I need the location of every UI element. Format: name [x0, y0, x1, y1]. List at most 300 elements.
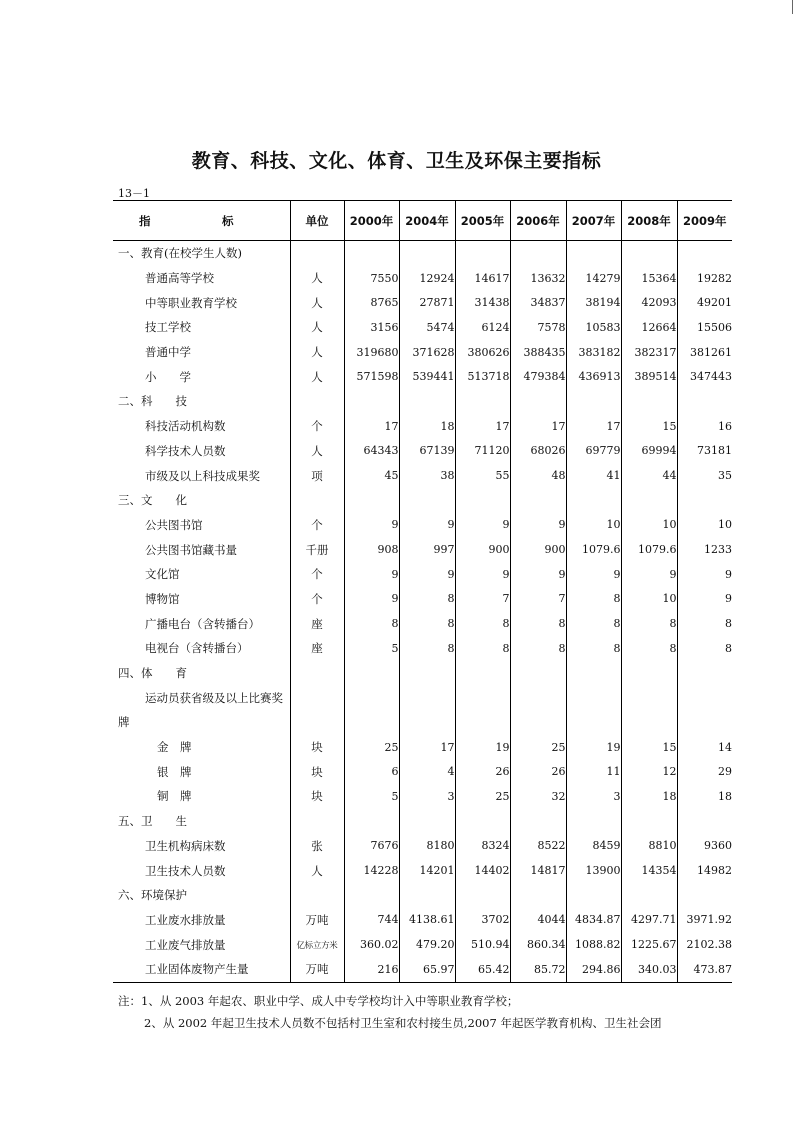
value-cell [566, 661, 621, 686]
value-cell: 9 [510, 513, 566, 538]
value-cell: 19 [455, 735, 510, 760]
unit-cell [290, 710, 344, 735]
header-unit: 单位 [290, 201, 344, 241]
value-cell: 9 [677, 587, 732, 612]
table-row [113, 315, 732, 340]
value-cell: 71120 [455, 439, 510, 464]
value-cell: 16 [677, 414, 732, 439]
value-cell: 3 [566, 784, 621, 809]
value-cell: 49201 [677, 290, 732, 315]
value-cell: 383182 [566, 340, 621, 365]
unit-cell: 块 [290, 784, 344, 809]
value-cell: 8 [566, 587, 621, 612]
value-cell: 8 [399, 611, 455, 636]
table-row [113, 834, 732, 859]
value-cell: 18 [399, 414, 455, 439]
value-cell: 5474 [399, 315, 455, 340]
unit-cell: 人 [290, 266, 344, 291]
unit-cell [290, 389, 344, 414]
value-cell: 69779 [566, 439, 621, 464]
unit-cell: 人 [290, 858, 344, 883]
unit-cell: 万吨 [290, 908, 344, 933]
value-cell: 3971.92 [677, 908, 732, 933]
indicator-name: 二、科 技 [118, 394, 187, 409]
value-cell [677, 883, 732, 908]
unit-cell: 人 [290, 364, 344, 389]
value-cell: 9 [621, 562, 677, 587]
value-cell: 744 [344, 908, 399, 933]
value-cell: 8180 [399, 834, 455, 859]
value-cell: 38 [399, 463, 455, 488]
value-cell: 48 [510, 463, 566, 488]
value-cell: 8 [399, 636, 455, 661]
value-cell: 6124 [455, 315, 510, 340]
value-cell [566, 710, 621, 735]
value-cell: 319680 [344, 340, 399, 365]
unit-cell: 张 [290, 834, 344, 859]
table-row [113, 537, 732, 562]
value-cell: 388435 [510, 340, 566, 365]
header-year-2005: 2005年 [455, 201, 510, 241]
value-cell: 12 [621, 759, 677, 784]
value-cell [344, 389, 399, 414]
value-cell: 4297.71 [621, 908, 677, 933]
value-cell [399, 661, 455, 686]
value-cell [677, 389, 732, 414]
value-cell: 4044 [510, 908, 566, 933]
value-cell: 55 [455, 463, 510, 488]
table-row [113, 957, 732, 982]
value-cell: 8459 [566, 834, 621, 859]
unit-cell: 座 [290, 611, 344, 636]
header-year-2006: 2006年 [510, 201, 566, 241]
value-cell: 3702 [455, 908, 510, 933]
table-body [113, 241, 732, 983]
indicator-table [113, 200, 732, 983]
value-cell: 479384 [510, 364, 566, 389]
value-cell: 29 [677, 759, 732, 784]
indicator-name: 牌 [118, 715, 130, 730]
unit-cell: 个 [290, 587, 344, 612]
unit-cell [290, 488, 344, 513]
page-title: 教育、科技、文化、体育、卫生及环保主要指标 [191, 150, 602, 172]
value-cell: 15364 [621, 266, 677, 291]
footnotes [118, 990, 738, 1034]
value-cell [455, 710, 510, 735]
value-cell: 479.20 [399, 932, 455, 957]
indicator-name: 普通中学 [145, 345, 191, 360]
value-cell: 42093 [621, 290, 677, 315]
indicator-name: 小 学 [145, 369, 191, 384]
value-cell: 9 [344, 513, 399, 538]
value-cell: 11 [566, 759, 621, 784]
value-cell: 8 [677, 611, 732, 636]
value-cell: 13632 [510, 266, 566, 291]
value-cell: 14201 [399, 858, 455, 883]
value-cell: 513718 [455, 364, 510, 389]
value-cell: 8810 [621, 834, 677, 859]
indicator-name: 卫生机构病床数 [145, 838, 226, 853]
value-cell: 10583 [566, 315, 621, 340]
table-row [113, 636, 732, 661]
unit-cell: 块 [290, 759, 344, 784]
value-cell: 340.03 [621, 957, 677, 982]
indicator-name: 普通高等学校 [145, 271, 214, 286]
value-cell: 9 [510, 562, 566, 587]
indicator-name: 广播电台（含转播台） [145, 616, 260, 631]
value-cell: 510.94 [455, 932, 510, 957]
value-cell: 3 [399, 784, 455, 809]
value-cell: 3156 [344, 315, 399, 340]
value-cell: 68026 [510, 439, 566, 464]
value-cell: 12924 [399, 266, 455, 291]
value-cell: 4138.61 [399, 908, 455, 933]
unit-cell: 座 [290, 636, 344, 661]
value-cell: 45 [344, 463, 399, 488]
value-cell: 15 [621, 414, 677, 439]
value-cell: 473.87 [677, 957, 732, 982]
value-cell: 8522 [510, 834, 566, 859]
value-cell [621, 389, 677, 414]
footnote-1: 注：1、从 2003 年起农、职业中学、成人中专学校均计入中等职业教育学校； [118, 994, 519, 1008]
unit-cell: 个 [290, 513, 344, 538]
indicator-name: 四、体 育 [118, 666, 187, 681]
value-cell: 900 [510, 537, 566, 562]
value-cell: 14279 [566, 266, 621, 291]
value-cell: 571598 [344, 364, 399, 389]
value-cell: 17 [455, 414, 510, 439]
value-cell: 2102.38 [677, 932, 732, 957]
table-row [113, 266, 732, 291]
category-row [113, 661, 732, 686]
table-row [113, 858, 732, 883]
value-cell: 73181 [677, 439, 732, 464]
value-cell: 1088.82 [566, 932, 621, 957]
value-cell [510, 241, 566, 266]
value-cell: 26 [510, 759, 566, 784]
value-cell: 8 [510, 611, 566, 636]
value-cell: 18 [621, 784, 677, 809]
value-cell [677, 241, 732, 266]
indicator-name: 运动员获省级及以上比赛奖 [145, 690, 283, 705]
value-cell [399, 488, 455, 513]
header-indicator: 指 标 [113, 201, 290, 241]
value-cell: 1233 [677, 537, 732, 562]
value-cell [621, 488, 677, 513]
value-cell [399, 710, 455, 735]
value-cell: 908 [344, 537, 399, 562]
indicator-name: 科学技术人员数 [145, 443, 226, 458]
value-cell: 4 [399, 759, 455, 784]
value-cell [677, 685, 732, 710]
value-cell [621, 241, 677, 266]
unit-cell: 万吨 [290, 957, 344, 982]
header-year-2007: 2007年 [566, 201, 621, 241]
indicator-name: 卫生技术人员数 [145, 863, 226, 878]
value-cell: 539441 [399, 364, 455, 389]
value-cell: 27871 [399, 290, 455, 315]
indicator-name: 一、教育(在校学生人数) [118, 246, 242, 261]
value-cell [510, 661, 566, 686]
value-cell: 41 [566, 463, 621, 488]
table-row [113, 562, 732, 587]
value-cell [621, 661, 677, 686]
value-cell: 65.97 [399, 957, 455, 982]
footnote-2: 2、从 2002 年起卫生技术人员数不包括村卫生室和农村接生员,2007 年起医学教育机构、卫生社会团 [144, 1016, 662, 1030]
unit-cell: 人 [290, 315, 344, 340]
value-cell: 35 [677, 463, 732, 488]
value-cell [566, 241, 621, 266]
value-cell: 216 [344, 957, 399, 982]
value-cell: 9 [566, 562, 621, 587]
header-year-2004: 2004年 [399, 201, 455, 241]
value-cell [399, 241, 455, 266]
value-cell [566, 809, 621, 834]
value-cell [566, 389, 621, 414]
category-row [113, 488, 732, 513]
unit-cell [290, 809, 344, 834]
value-cell: 860.34 [510, 932, 566, 957]
value-cell [510, 685, 566, 710]
value-cell: 1225.67 [621, 932, 677, 957]
indicator-name: 银 牌 [157, 764, 192, 779]
value-cell [455, 389, 510, 414]
table-row [113, 611, 732, 636]
value-cell: 5 [344, 636, 399, 661]
table-row [113, 587, 732, 612]
value-cell: 4834.87 [566, 908, 621, 933]
value-cell: 389514 [621, 364, 677, 389]
value-cell [399, 389, 455, 414]
table-row [113, 932, 732, 957]
value-cell: 380626 [455, 340, 510, 365]
indicator-name: 公共图书馆 [145, 517, 203, 532]
category-row [113, 389, 732, 414]
category-row [113, 883, 732, 908]
unit-cell: 个 [290, 414, 344, 439]
indicator-name: 电视台（含转播台） [145, 641, 249, 656]
value-cell: 347443 [677, 364, 732, 389]
indicator-name: 科技活动机构数 [145, 419, 226, 434]
indicator-name: 市级及以上科技成果奖 [145, 468, 260, 483]
value-cell: 7 [510, 587, 566, 612]
indicator-name: 文化馆 [145, 567, 180, 582]
value-cell: 8 [455, 636, 510, 661]
value-cell: 9 [677, 562, 732, 587]
value-cell: 19282 [677, 266, 732, 291]
value-cell: 13900 [566, 858, 621, 883]
value-cell [344, 488, 399, 513]
value-cell: 7578 [510, 315, 566, 340]
table-row [113, 290, 732, 315]
table-row [113, 439, 732, 464]
value-cell [566, 685, 621, 710]
value-cell: 8 [399, 587, 455, 612]
value-cell: 15506 [677, 315, 732, 340]
indicator-name: 铜 牌 [157, 789, 192, 804]
value-cell: 436913 [566, 364, 621, 389]
value-cell: 9 [455, 562, 510, 587]
value-cell [677, 710, 732, 735]
value-cell [510, 488, 566, 513]
value-cell [455, 488, 510, 513]
table-row [113, 784, 732, 809]
value-cell: 9 [455, 513, 510, 538]
value-cell: 9 [344, 562, 399, 587]
value-cell: 65.42 [455, 957, 510, 982]
category-row [113, 809, 732, 834]
value-cell: 360.02 [344, 932, 399, 957]
value-cell: 10 [677, 513, 732, 538]
unit-cell: 人 [290, 290, 344, 315]
unit-cell: 项 [290, 463, 344, 488]
value-cell: 8 [455, 611, 510, 636]
value-cell [344, 241, 399, 266]
value-cell: 14617 [455, 266, 510, 291]
value-cell: 17 [566, 414, 621, 439]
table-row [113, 735, 732, 760]
indicator-name: 博物馆 [145, 591, 180, 606]
value-cell [344, 883, 399, 908]
value-cell [455, 883, 510, 908]
header-year-2008: 2008年 [621, 201, 677, 241]
value-cell: 997 [399, 537, 455, 562]
unit-cell: 块 [290, 735, 344, 760]
value-cell [344, 685, 399, 710]
value-cell: 67139 [399, 439, 455, 464]
value-cell: 14817 [510, 858, 566, 883]
value-cell: 12664 [621, 315, 677, 340]
value-cell: 6 [344, 759, 399, 784]
value-cell: 25 [510, 735, 566, 760]
value-cell: 7 [455, 587, 510, 612]
value-cell: 14 [677, 735, 732, 760]
value-cell: 7550 [344, 266, 399, 291]
header-year-2009: 2009年 [677, 201, 732, 241]
indicator-name: 六、环境保护 [118, 888, 187, 903]
value-cell: 14228 [344, 858, 399, 883]
unit-cell [290, 685, 344, 710]
value-cell [621, 883, 677, 908]
value-cell: 32 [510, 784, 566, 809]
value-cell: 382317 [621, 340, 677, 365]
value-cell: 64343 [344, 439, 399, 464]
value-cell: 1079.6 [566, 537, 621, 562]
value-cell: 31438 [455, 290, 510, 315]
table-row [113, 463, 732, 488]
value-cell: 14354 [621, 858, 677, 883]
value-cell: 10 [566, 513, 621, 538]
value-cell: 381261 [677, 340, 732, 365]
value-cell: 25 [455, 784, 510, 809]
table-row [113, 710, 732, 735]
value-cell [621, 710, 677, 735]
value-cell: 8 [621, 636, 677, 661]
value-cell: 17 [510, 414, 566, 439]
indicator-name: 三、文 化 [118, 493, 187, 508]
value-cell: 10 [621, 587, 677, 612]
table-row [113, 364, 732, 389]
value-cell: 26 [455, 759, 510, 784]
indicator-name: 五、卫 生 [118, 814, 187, 829]
value-cell: 9360 [677, 834, 732, 859]
value-cell: 8324 [455, 834, 510, 859]
value-cell: 8 [566, 636, 621, 661]
value-cell: 1079.6 [621, 537, 677, 562]
indicator-name: 中等职业教育学校 [145, 295, 237, 310]
value-cell [455, 809, 510, 834]
value-cell [566, 883, 621, 908]
value-cell: 7676 [344, 834, 399, 859]
value-cell: 371628 [399, 340, 455, 365]
value-cell: 69994 [621, 439, 677, 464]
value-cell [455, 685, 510, 710]
value-cell: 44 [621, 463, 677, 488]
value-cell: 15 [621, 735, 677, 760]
value-cell: 10 [621, 513, 677, 538]
value-cell [455, 661, 510, 686]
value-cell: 85.72 [510, 957, 566, 982]
indicator-name: 工业固体废物产生量 [113, 957, 290, 982]
value-cell: 8765 [344, 290, 399, 315]
value-cell: 18 [677, 784, 732, 809]
value-cell: 9 [399, 513, 455, 538]
unit-cell [290, 241, 344, 266]
value-cell: 9 [344, 587, 399, 612]
value-cell: 17 [344, 414, 399, 439]
header-year-2000: 2000年 [344, 201, 399, 241]
unit-cell [290, 883, 344, 908]
value-cell: 34837 [510, 290, 566, 315]
value-cell: 8 [510, 636, 566, 661]
unit-cell: 人 [290, 439, 344, 464]
table-number: 13－1 [118, 187, 150, 200]
value-cell [677, 809, 732, 834]
indicator-name: 工业废水排放量 [145, 912, 226, 927]
category-row [113, 241, 732, 266]
value-cell: 8 [344, 611, 399, 636]
value-cell [677, 488, 732, 513]
indicator-name: 工业废气排放量 [145, 937, 226, 952]
value-cell: 14982 [677, 858, 732, 883]
unit-cell [290, 661, 344, 686]
table-row [113, 759, 732, 784]
value-cell [455, 241, 510, 266]
value-cell [344, 661, 399, 686]
value-cell: 14402 [455, 858, 510, 883]
table-row [113, 685, 732, 710]
value-cell [510, 809, 566, 834]
value-cell [510, 389, 566, 414]
indicator-name: 公共图书馆藏书量 [145, 542, 237, 557]
value-cell: 8 [621, 611, 677, 636]
value-cell: 900 [455, 537, 510, 562]
table-row [113, 414, 732, 439]
value-cell: 294.86 [566, 957, 621, 982]
value-cell: 38194 [566, 290, 621, 315]
value-cell: 19 [566, 735, 621, 760]
value-cell [344, 809, 399, 834]
table-header-row [113, 201, 732, 241]
value-cell: 8 [677, 636, 732, 661]
value-cell [621, 809, 677, 834]
unit-cell: 千册 [290, 537, 344, 562]
unit-cell: 个 [290, 562, 344, 587]
indicator-name: 技工学校 [145, 320, 191, 335]
table-row [113, 513, 732, 538]
value-cell [510, 710, 566, 735]
table-row [113, 908, 732, 933]
